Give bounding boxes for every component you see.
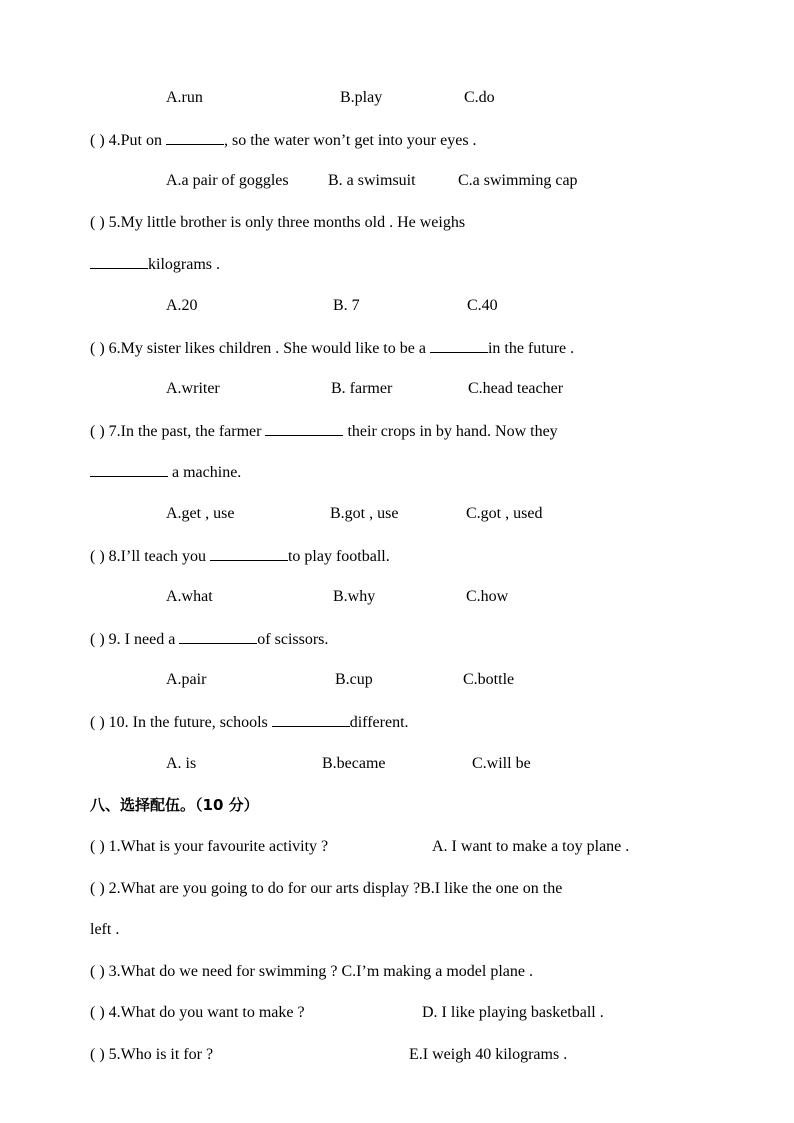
answer-blank[interactable] — [179, 629, 257, 644]
q6-option-a: A.writer — [166, 380, 220, 397]
question-text: 6.My sister likes children . She would like to be a — [108, 340, 426, 357]
answer-blank[interactable] — [90, 254, 148, 269]
q7-option-b: B.got , use — [330, 505, 399, 522]
q4-option-c: C.a swimming cap — [458, 172, 578, 189]
question-text: in the future . — [487, 340, 575, 357]
q10-option-b: B.became — [322, 755, 386, 772]
match-answer-a: A. I want to make a toy plane . — [432, 838, 630, 855]
match-item-2 — [90, 879, 702, 899]
q4-option-b: B. a swimsuit — [328, 172, 416, 189]
question-4 — [90, 130, 702, 151]
match-item-4 — [90, 1003, 702, 1023]
question-text: of scissors. — [257, 631, 329, 648]
question-text: kilograms . — [148, 256, 220, 273]
match-question: 4.What do you want to make ? — [108, 1004, 305, 1021]
answer-blank[interactable] — [90, 462, 168, 477]
q5-option-a: A.20 — [166, 297, 198, 314]
question-text: 7.In the past, the farmer — [108, 423, 262, 440]
question-text: 9. I need a — [108, 631, 176, 648]
answer-blank[interactable] — [265, 421, 343, 436]
q5-option-c: C.40 — [467, 297, 498, 314]
answer-paren[interactable]: ( ) — [90, 714, 105, 731]
q8-option-b: B.why — [333, 588, 376, 605]
answer-paren[interactable]: ( ) — [90, 423, 105, 440]
answer-paren[interactable]: ( ) — [90, 214, 105, 231]
q9-option-a: A.pair — [166, 671, 207, 688]
question-7 — [90, 421, 702, 442]
answer-paren[interactable]: ( ) — [90, 1046, 105, 1063]
question-5-continued — [90, 254, 702, 275]
answer-blank[interactable] — [210, 546, 288, 561]
question-7-continued — [90, 462, 702, 483]
answer-paren[interactable]: ( ) — [90, 631, 105, 648]
answer-paren[interactable]: ( ) — [90, 880, 105, 897]
question-text: 10. In the future, schools — [108, 714, 268, 731]
answer-paren[interactable]: ( ) — [90, 548, 105, 565]
q9-option-b: B.cup — [335, 671, 373, 688]
q6-option-b: B. farmer — [331, 380, 393, 397]
q4-option-a: A.a pair of goggles — [166, 172, 289, 189]
q3-option-a: A.run — [166, 89, 203, 106]
answer-blank[interactable] — [430, 338, 488, 353]
q9-option-c: C.bottle — [463, 671, 515, 688]
section-heading: 八、选择配伍。（10 分） — [90, 796, 259, 814]
q3-option-c: C.do — [464, 89, 495, 106]
q7-option-c: C.got , used — [466, 505, 543, 522]
answer-paren[interactable]: ( ) — [90, 132, 105, 149]
match-question: 5.Who is it for ? — [108, 1046, 214, 1063]
match-answer-d: D. I like playing basketball . — [422, 1004, 604, 1021]
answer-paren[interactable]: ( ) — [90, 963, 105, 980]
q3-option-b: B.play — [340, 89, 383, 106]
question-text: 8.I’ll teach you — [108, 548, 206, 565]
q10-option-c: C.will be — [472, 755, 531, 772]
question-8 — [90, 546, 702, 567]
question-10 — [90, 712, 702, 733]
q6-option-c: C.head teacher — [468, 380, 564, 397]
question-text: different. — [349, 714, 409, 731]
match-question: 3.What do we need for swimming ? C.I’m making a model plane . — [108, 963, 533, 980]
match-question: 2.What are you going to do for our arts display ?B.I like the one on the — [108, 880, 563, 897]
answer-paren[interactable]: ( ) — [90, 1004, 105, 1021]
q7-option-a: A.get , use — [166, 505, 235, 522]
question-text: 5.My little brother is only three months old . He weighs — [108, 214, 466, 231]
match-answer-e: E.I weigh 40 kilograms . — [409, 1046, 568, 1063]
question-9 — [90, 629, 702, 650]
question-5 — [90, 213, 702, 233]
q10-option-a: A. is — [166, 755, 197, 772]
q5-option-b: B. 7 — [333, 297, 360, 314]
q8-option-a: A.what — [166, 588, 213, 605]
match-question: 1.What is your favourite activity ? — [108, 838, 329, 855]
question-text: their crops in by hand. Now they — [347, 423, 558, 440]
question-6 — [90, 338, 702, 359]
match-item-5 — [90, 1045, 702, 1065]
answer-blank[interactable] — [272, 712, 350, 727]
answer-blank[interactable] — [166, 130, 224, 145]
answer-paren[interactable]: ( ) — [90, 340, 105, 357]
match-item-3 — [90, 962, 702, 982]
question-text: to play football. — [287, 548, 390, 565]
question-text: 4.Put on — [108, 132, 162, 149]
question-text: , so the water won’t get into your eyes . — [224, 132, 477, 149]
answer-paren[interactable]: ( ) — [90, 838, 105, 855]
match-item-2-continued: left . — [90, 921, 120, 938]
q8-option-c: C.how — [466, 588, 509, 605]
question-text: a machine. — [172, 464, 242, 481]
